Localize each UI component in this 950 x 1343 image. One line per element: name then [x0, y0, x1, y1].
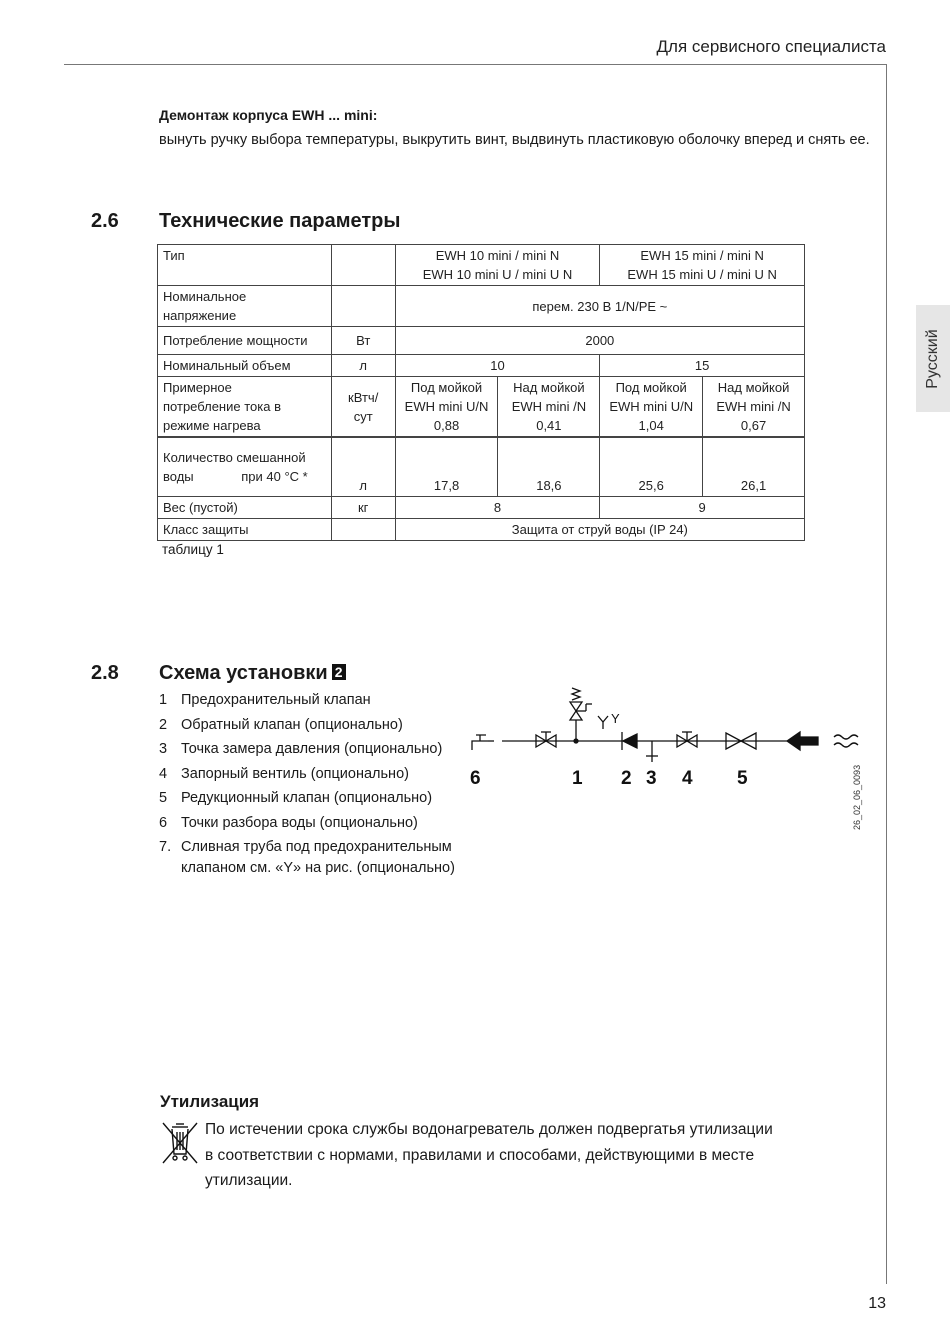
- cell-mixed-2: 25,6: [600, 437, 703, 497]
- table-row-voltage: [158, 286, 805, 327]
- dismantle-heading: Демонтаж корпуса EWH ... mini:: [159, 107, 378, 123]
- schematic-label-4: 4: [682, 768, 693, 789]
- figure-code: 26_02_06_0093: [852, 764, 862, 830]
- dismantle-text: вынуть ручку выбора температуры, выкрутить винт, выдвинуть пластиковую оболочку вперед и снять ее.: [159, 132, 870, 148]
- legend-text: Точки разбора воды (опционально): [181, 814, 418, 831]
- legend-item: [159, 837, 479, 878]
- consumption-2-line-2: EWH mini U/N: [609, 399, 694, 414]
- cell-mixed-0: 17,8: [395, 437, 498, 497]
- pressure-point-icon: [646, 741, 658, 762]
- cell-consumption-1: [498, 377, 600, 438]
- cell-mixed-label: [158, 437, 332, 497]
- schematic-label-2: 2: [621, 768, 632, 789]
- cell-voltage-unit: [331, 286, 395, 327]
- legend-text: Сливная труба под предохранительным клапаном см. «Y» на рис. (опционально): [181, 839, 455, 876]
- legend-text: Обратный клапан (опционально): [181, 716, 403, 733]
- safety-valve-icon: [570, 688, 592, 741]
- legend-number: 3: [159, 741, 168, 757]
- table-row-power: [158, 327, 805, 355]
- cell-power-value: 2000: [395, 327, 804, 355]
- cell-power-label: Потребление мощности: [158, 327, 332, 355]
- cell-weight-a: 8: [395, 497, 600, 519]
- legend-text: Редукционный клапан (опционально): [181, 790, 433, 806]
- legend-number: 7.: [159, 839, 172, 855]
- consumption-3-line-1: Над мойкой: [717, 380, 790, 395]
- legend-item: [159, 739, 479, 760]
- mixed-label-line-2: [163, 467, 326, 486]
- flow-arrow-icon: [787, 732, 818, 750]
- schematic-label-6: 6: [470, 768, 481, 789]
- cell-consumption-3: [703, 377, 805, 438]
- consumption-2-value: 1,04: [638, 418, 664, 433]
- cell-consumption-2: [600, 377, 703, 438]
- legend-item: [159, 715, 479, 736]
- legend-number: 5: [159, 790, 168, 806]
- legend-number: 1: [159, 692, 168, 708]
- language-tab-label: Русский: [924, 328, 941, 389]
- installation-legend: [159, 690, 479, 882]
- section-28-title: [159, 662, 346, 685]
- section-26-title: Технические параметры: [159, 210, 401, 232]
- consumption-1-line-1: Над мойкой: [513, 380, 585, 395]
- schematic-y-label: Y: [611, 711, 620, 726]
- consumption-0-line-1: Под мойкой: [410, 380, 483, 395]
- cell-type-label: Тип: [158, 245, 332, 286]
- legend-item: [159, 813, 479, 834]
- consumption-1-value: 0,41: [536, 418, 562, 433]
- cell-volume-b: 15: [600, 355, 805, 377]
- table-row-type: [158, 245, 805, 286]
- cell-mixed-3: 26,1: [703, 437, 805, 497]
- legend-text: Предохранительный клапан: [181, 692, 371, 708]
- cell-weight-label: Вес (пустой): [158, 497, 332, 519]
- table-row-volume: [158, 355, 805, 377]
- legend-item: [159, 764, 479, 785]
- crossed-bin-icon: [160, 1120, 200, 1166]
- disposal-title: Утилизация: [160, 1092, 260, 1111]
- disposal-text: По истечении срока службы водонагреватель должен подвергатья утилизации в соответствии с нормами, правилами и способами, действующими в месте утилизации.: [205, 1121, 773, 1189]
- schematic-label-5: 5: [737, 768, 748, 789]
- section-26-number: 2.6: [91, 210, 119, 232]
- check-valve-icon: [622, 732, 637, 750]
- legend-item: [159, 690, 479, 711]
- page-header-title: Для сервисного специалиста: [656, 37, 886, 56]
- consumption-3-value: 0,67: [740, 418, 767, 433]
- technical-parameters-table: [157, 244, 805, 541]
- legend-text: Точка замера давления (опционально): [181, 741, 443, 757]
- consumption-2-line-1: Под мойкой: [615, 380, 687, 395]
- section-28-title-text: Схема установки: [159, 662, 328, 684]
- cell-volume-label: Номинальный объем: [158, 355, 332, 377]
- cell-protection-unit: [331, 519, 395, 541]
- voltage-label-line-1: Номинальное: [163, 289, 247, 304]
- figure-badge: 2: [332, 664, 346, 680]
- model-a-line-1: EWH 10 mini / mini N: [435, 248, 560, 263]
- stop-valve-icon: [536, 732, 556, 747]
- cell-power-unit: Вт: [331, 327, 395, 355]
- header-divider: [64, 64, 887, 65]
- right-margin-divider: [886, 64, 887, 1284]
- water-supply-icon: [834, 735, 858, 747]
- cell-mixed-1: 18,6: [498, 437, 600, 497]
- legend-number: 2: [159, 716, 168, 733]
- mixed-label-line-1: Количество смешанной: [163, 450, 306, 465]
- model-b-line-2: EWH 15 mini U / mini U N: [627, 267, 777, 282]
- voltage-label-line-2: напряжение: [163, 308, 237, 323]
- legend-item: [159, 788, 479, 809]
- junction-dot: [574, 739, 578, 743]
- cell-weight-unit: кг: [331, 497, 395, 519]
- table-row-protection: [158, 519, 805, 541]
- model-b-line-1: EWH 15 mini / mini N: [640, 248, 764, 263]
- model-a-line-2: EWH 10 mini U / mini U N: [422, 267, 573, 282]
- table-row-weight: [158, 497, 805, 519]
- table-caption: таблицу 1: [162, 542, 224, 557]
- consumption-3-line-2: EWH mini /N: [716, 399, 791, 414]
- cell-volume-unit: л: [331, 355, 395, 377]
- faucet-icon: [472, 735, 494, 750]
- drain-y-icon: [598, 716, 608, 729]
- consumption-unit-line-1: кВтч/: [348, 389, 379, 405]
- consumption-label-line-3: режиме нагрева: [163, 418, 261, 433]
- consumption-1-line-2: EWH mini /N: [511, 399, 587, 414]
- schematic-label-3: 3: [646, 768, 657, 789]
- legend-text: Запорный вентиль (опционально): [181, 765, 409, 782]
- cell-protection-value: Защита от струй воды (IP 24): [395, 519, 804, 541]
- cell-voltage-value: перем. 230 В 1/N/PE ~: [395, 286, 804, 327]
- table-row-mixed-water: [158, 437, 805, 497]
- cell-voltage-label: [158, 286, 332, 327]
- schematic-label-1: 1: [572, 768, 583, 789]
- consumption-label-line-1: Примерное: [163, 380, 232, 395]
- cell-type-model-a: [395, 245, 600, 286]
- cell-weight-b: 9: [600, 497, 805, 519]
- mixed-label-water: воды: [163, 469, 194, 484]
- consumption-0-line-2: EWH mini U/N: [404, 399, 489, 414]
- cell-consumption-unit: [331, 377, 395, 438]
- shutoff-valve-icon: [677, 732, 697, 747]
- section-28-number: 2.8: [91, 662, 119, 684]
- cell-volume-a: 10: [395, 355, 600, 377]
- cell-type-model-b: [600, 245, 805, 286]
- language-tab: [916, 305, 950, 412]
- mixed-label-temp: при 40 °C *: [241, 469, 308, 484]
- page-number: 13: [868, 1295, 886, 1312]
- installation-schematic: [462, 680, 872, 840]
- cell-protection-label: Класс защиты: [158, 519, 332, 541]
- consumption-label-line-2: потребление тока в: [163, 399, 281, 414]
- legend-number: 6: [159, 814, 168, 831]
- legend-number: 4: [159, 765, 168, 782]
- cell-consumption-label: [158, 377, 332, 438]
- cell-mixed-unit: л: [331, 437, 395, 497]
- cell-type-unit: [331, 245, 395, 286]
- table-row-consumption: [158, 377, 805, 438]
- consumption-unit-line-2: сут: [353, 408, 373, 424]
- consumption-0-value: 0,88: [433, 418, 460, 433]
- cell-consumption-0: [395, 377, 498, 438]
